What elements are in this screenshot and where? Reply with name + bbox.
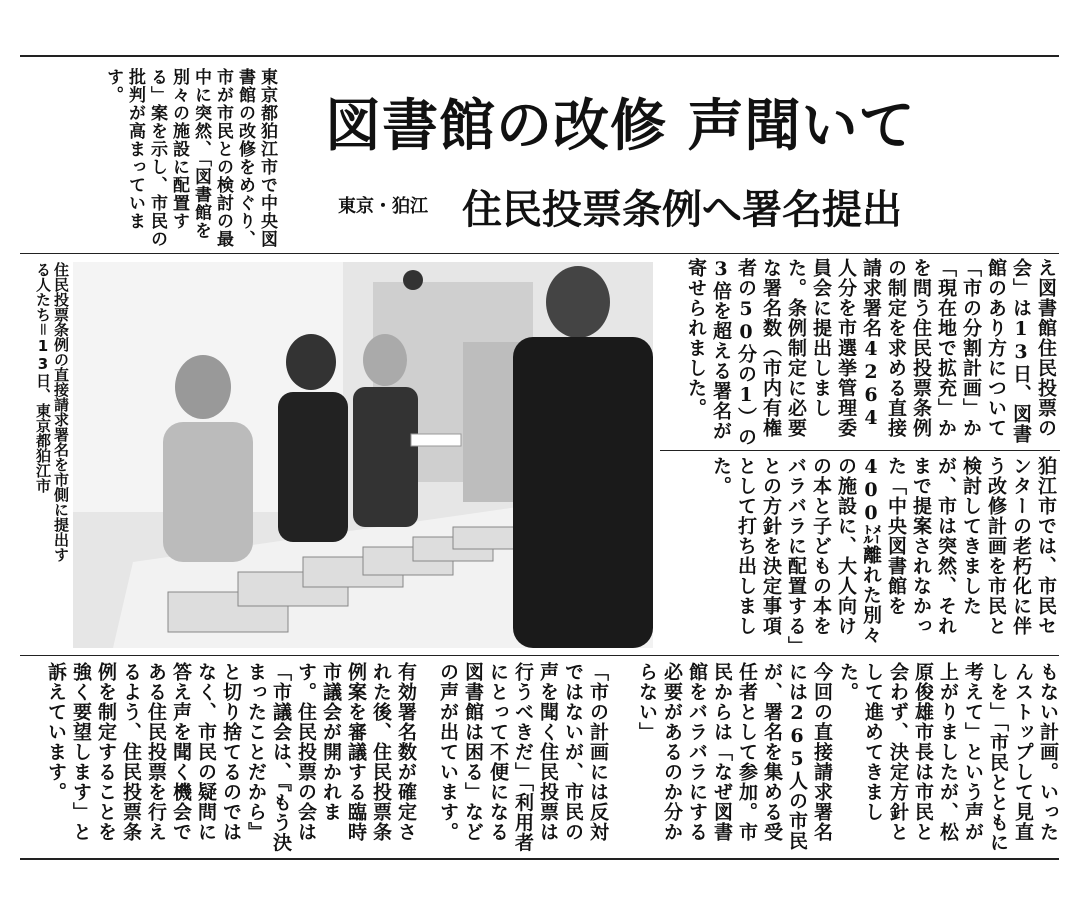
article-column-e: 「市の計画には反対ではないが、市民の声を聞く住民投票は行うべきだ」「利用者にとって不便になる図書館は困る」などの声が出ています。 (437, 662, 609, 853)
bottom-rule (20, 858, 1059, 860)
photo-illustration (73, 262, 653, 648)
location-label: 東京・狛江 (338, 196, 428, 217)
photo-rule (20, 253, 280, 254)
top-rule (20, 55, 1059, 57)
subheadline: 住民投票条例へ署名提出 (462, 187, 902, 233)
header-rule (280, 253, 1059, 254)
article-column-f: 有効署名数が確定された後、住民投票条例案を審議する臨時市議会が開かれます。住民投票の会は「市議会は、『もう決まったことだから』と切り捨てるのではなく、市民の疑問に答え声を聞く機会である住民投票を行えるよう、住民投票条例を制定することを強く要望します」と訴えています。 (45, 662, 417, 853)
photo-caption: 住民投票条例の直接請求署名を市側に提出する人たち＝13日、東京都狛江市 (34, 262, 70, 562)
article-column-a: え図書館住民投票の会」は13日、図書館のあり方について「市の分割計画」か「現在地で拡充」かを問う住民投票条例の制定を求める直接請求署名4264人分を市選挙管理委員会に提出しました。条例制定に必要な署名数（市内有権者の50分の1）の3倍を超える署名が寄せられました。 (685, 258, 1057, 447)
lower-rule (20, 655, 1059, 656)
news-photo (73, 262, 653, 648)
headline: 図書館の改修 声聞いて (325, 93, 916, 159)
article-column-d: 今回の直接請求署名には265人の市民が、署名を集める受任者として参加。市民からは「なぜ図書館をバラバラにする必要があるのか分からない」 (636, 662, 833, 851)
article-column-b: 狛江市では、市民センターの老朽化に伴う改修計画を市民と検討してきましたが、市は突然、それまで提案されなかった「中央図書館を400㍍離れた別々の施設に、大人向けの本と子どもの本をバラバラに配置する」との方針を決定事項として打ち出しました。 (710, 456, 1057, 647)
lead-column: 東京都狛江市で中央図書館の改修をめぐり、市が市民との検討の最中に突然、「図書館を別々の施設に配置する」案を示し、市民の批判が高まっています。 (103, 68, 277, 248)
mid-rule (660, 450, 1060, 451)
article-column-c: もない計画。いったんストップして見直しを」「市民とともに考えて」という声が上がりましたが、松原俊雄市長は市民と会わず、決定方針として進めてきました。 (837, 662, 1059, 853)
